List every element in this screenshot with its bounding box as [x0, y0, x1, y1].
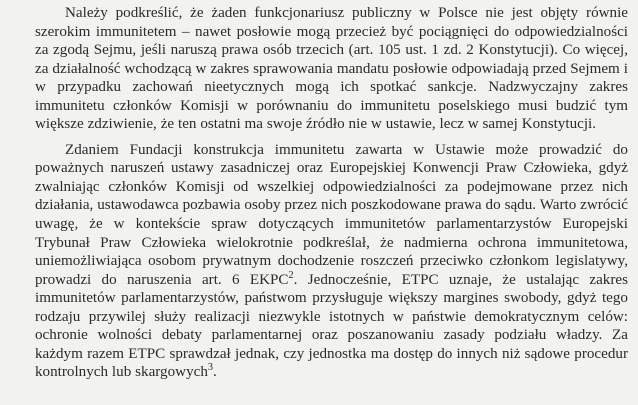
paragraph-2-text-part-3: . — [213, 364, 217, 381]
paragraph-fundacja-etpc — [35, 141, 628, 382]
paragraph-2-text-part-2: . Jednocześnie, ETPC uznaje, że ustalając zakres immunitetów parlamentarzystów, państwom przysługuje większy margines swobody, gdyż tego rodzaju przywilej służy realizacji niezwykle istotnych w państwie demokratycznym celów: ochronie wolności debaty parlamentarnej oraz poszanowaniu zasady podziału władzy. Za każdym razem ETPC sprawdzał jednak, czy jednostka ma dostęp do innych niż sądowe procedur kontrolnych lub skargowych — [35, 271, 628, 381]
footnote-marker-3: 3 — [207, 362, 214, 374]
footnote-marker-2: 2 — [288, 269, 294, 281]
paragraph-immunitet-funkcjonariusz — [35, 4, 628, 134]
paragraph-2-text-part-1: Zdaniem Fundacji konstrukcja immunitetu zawarta w Ustawie może prowadzić do poważnych naruszeń ustawy zasadniczej oraz Europejskiej Konwencji Praw Człowieka, gdyż zwalniając członków Komisji od wszelkiej odpowiedzialności za podejmowane przez nich działania, ustawodawca pozbawia osoby przez nich poszkodowane prawa do sądu. Warto zwrócić uwagę, że w kontekście spraw dotyczących immunitetów parlamentarzystów Europejski Trybunał Praw Człowieka wielokrotnie podkreślał, że nadmierna ochrona immunitetowa, uniemożliwiająca osobom prywatnym dochodzenie roszczeń przeciwko członkom legislatywy, prowadzi do naruszenia art. 6 EKPC — [35, 141, 628, 288]
paragraph-1-text: Należy podkreślić, że żaden funkcjonariusz publiczny w Polsce nie jest objęty równie szerokim immunitetem – nawet posłowie mogą przecież być pociągnięci do odpowiedzialności za zgodą Sejmu, jeśli naruszą prawa osób trzecich (art. 105 ust. 1 zd. 2 Konstytucji). Co więcej, za działalność wchodzącą w zakres sprawowania mandatu posłowie odpowiadają przed Sejmem i w przypadku zachowań nieetycznych mogą ich spotkać sankcje. Nadzwyczajny zakres immunitetu członków Komisji w porównaniu do immunitetu poselskiego musi budzić tym większe zdziwienie, że ten ostatni ma swoje źródło nie w ustawie, lecz w samej Konstytucji. — [35, 5, 628, 133]
